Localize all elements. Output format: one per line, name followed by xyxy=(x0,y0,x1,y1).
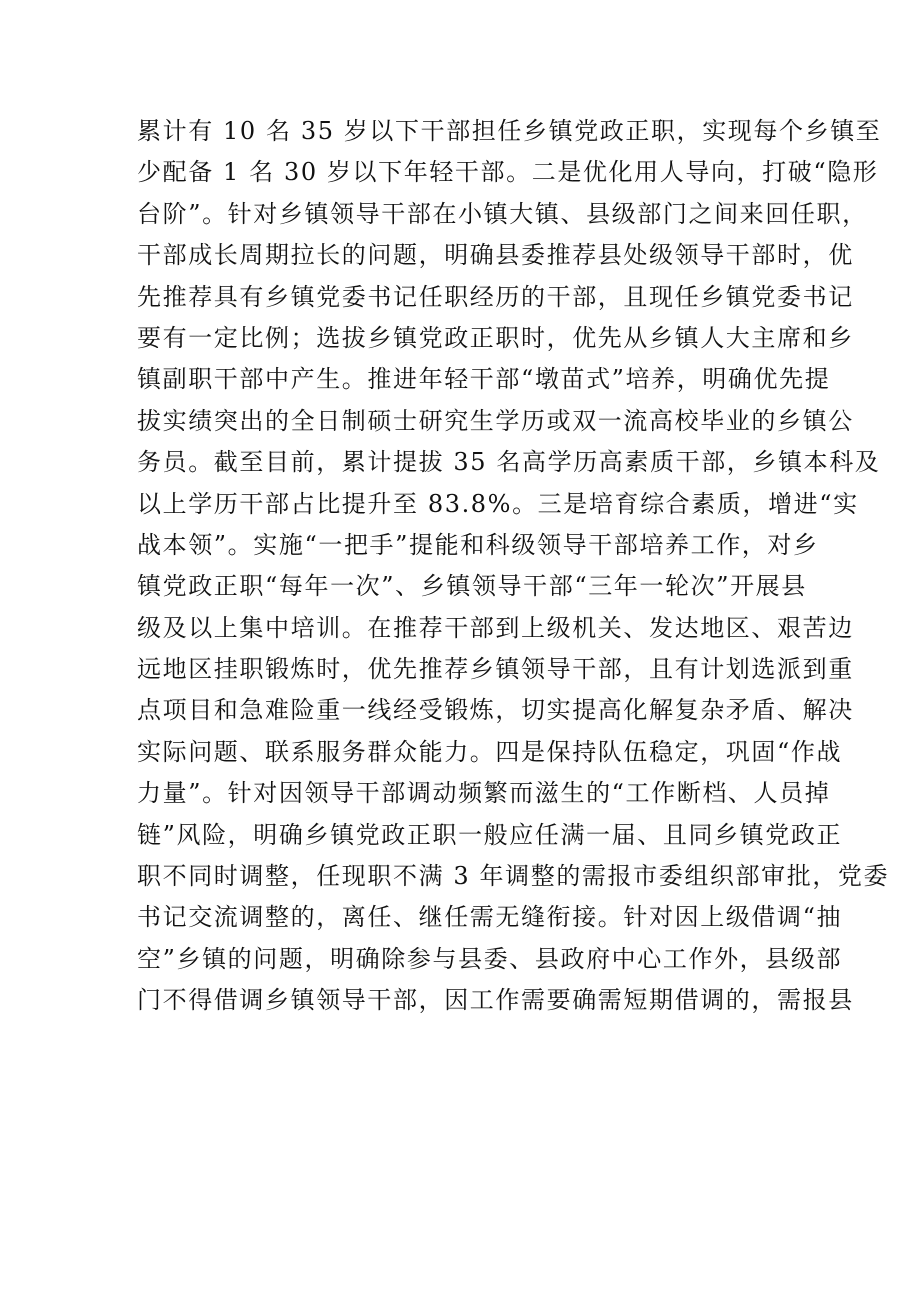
text-line-10: 以上学历干部占比提升至 83.8%。三是培育综合素质，增进“实 xyxy=(137,489,859,518)
text-line-12: 镇党政正职“每年一次”、乡镇领导干部“三年一轮次”开展县 xyxy=(137,572,807,601)
text-line-11: 战本领”。实施“一把手”提能和科级领导干部培养工作，对乡 xyxy=(137,530,819,559)
text-line-22: 门不得借调乡镇领导干部，因工作需要确需短期借调的，需报县 xyxy=(137,986,854,1015)
text-line-4: 干部成长周期拉长的问题，明确县委推荐县处级领导干部时，优 xyxy=(137,241,854,270)
text-line-16: 实际问题、联系服务群众能力。四是保持队伍稳定，巩固“作战 xyxy=(137,737,843,766)
text-line-9: 务员。截至目前，累计提拔 35 名高学历高素质干部，乡镇本科及 xyxy=(137,448,881,477)
text-line-1: 累计有 10 名 35 岁以下干部担任乡镇党政正职，实现每个乡镇至 xyxy=(137,117,882,145)
text-line-18: 链”风险，明确乡镇党政正职一般应任满一届、且同乡镇党政正 xyxy=(137,820,843,849)
text-line-13: 级及以上集中培训。在推荐干部到上级机关、发达地区、艰苦边 xyxy=(137,613,854,642)
text-line-6: 要有一定比例；选拔乡镇党政正职时，优先从乡镇人大主席和乡 xyxy=(137,323,854,352)
text-line-3: 台阶”。针对乡镇领导干部在小镇大镇、县级部门之间来回任职， xyxy=(137,199,868,228)
text-line-20: 书记交流调整的，离任、继任需无缝衔接。针对因上级借调“抽 xyxy=(137,903,843,932)
text-line-19: 职不同时调整，任现职不满 3 年调整的需报市委组织部审批，党委 xyxy=(137,862,890,891)
text-line-15: 点项目和急难险重一线经受锻炼，切实提高化解复杂矛盾、解决 xyxy=(137,696,854,725)
text-line-21: 空”乡镇的问题，明确除参与县委、县政府中心工作外，县级部 xyxy=(137,944,843,973)
text-line-8: 拔实绩突出的全日制硕士研究生学历或双一流高校毕业的乡镇公 xyxy=(137,406,854,435)
text-line-2: 少配备 1 名 30 岁以下年轻干部。二是优化用人导向，打破“隐形 xyxy=(137,158,879,187)
text-line-14: 远地区挂职锻炼时，优先推荐乡镇领导干部，且有计划选派到重 xyxy=(137,655,854,684)
text-line-17: 力量”。针对因领导干部调动频繁而滋生的“工作断档、人员掉 xyxy=(137,779,831,808)
text-line-7: 镇副职干部中产生。推进年轻干部“墩苗式”培养，明确优先提 xyxy=(137,365,831,394)
text-line-5: 先推荐具有乡镇党委书记任职经历的干部，且现任乡镇党委书记 xyxy=(137,282,854,311)
body-paragraph xyxy=(137,111,890,1022)
